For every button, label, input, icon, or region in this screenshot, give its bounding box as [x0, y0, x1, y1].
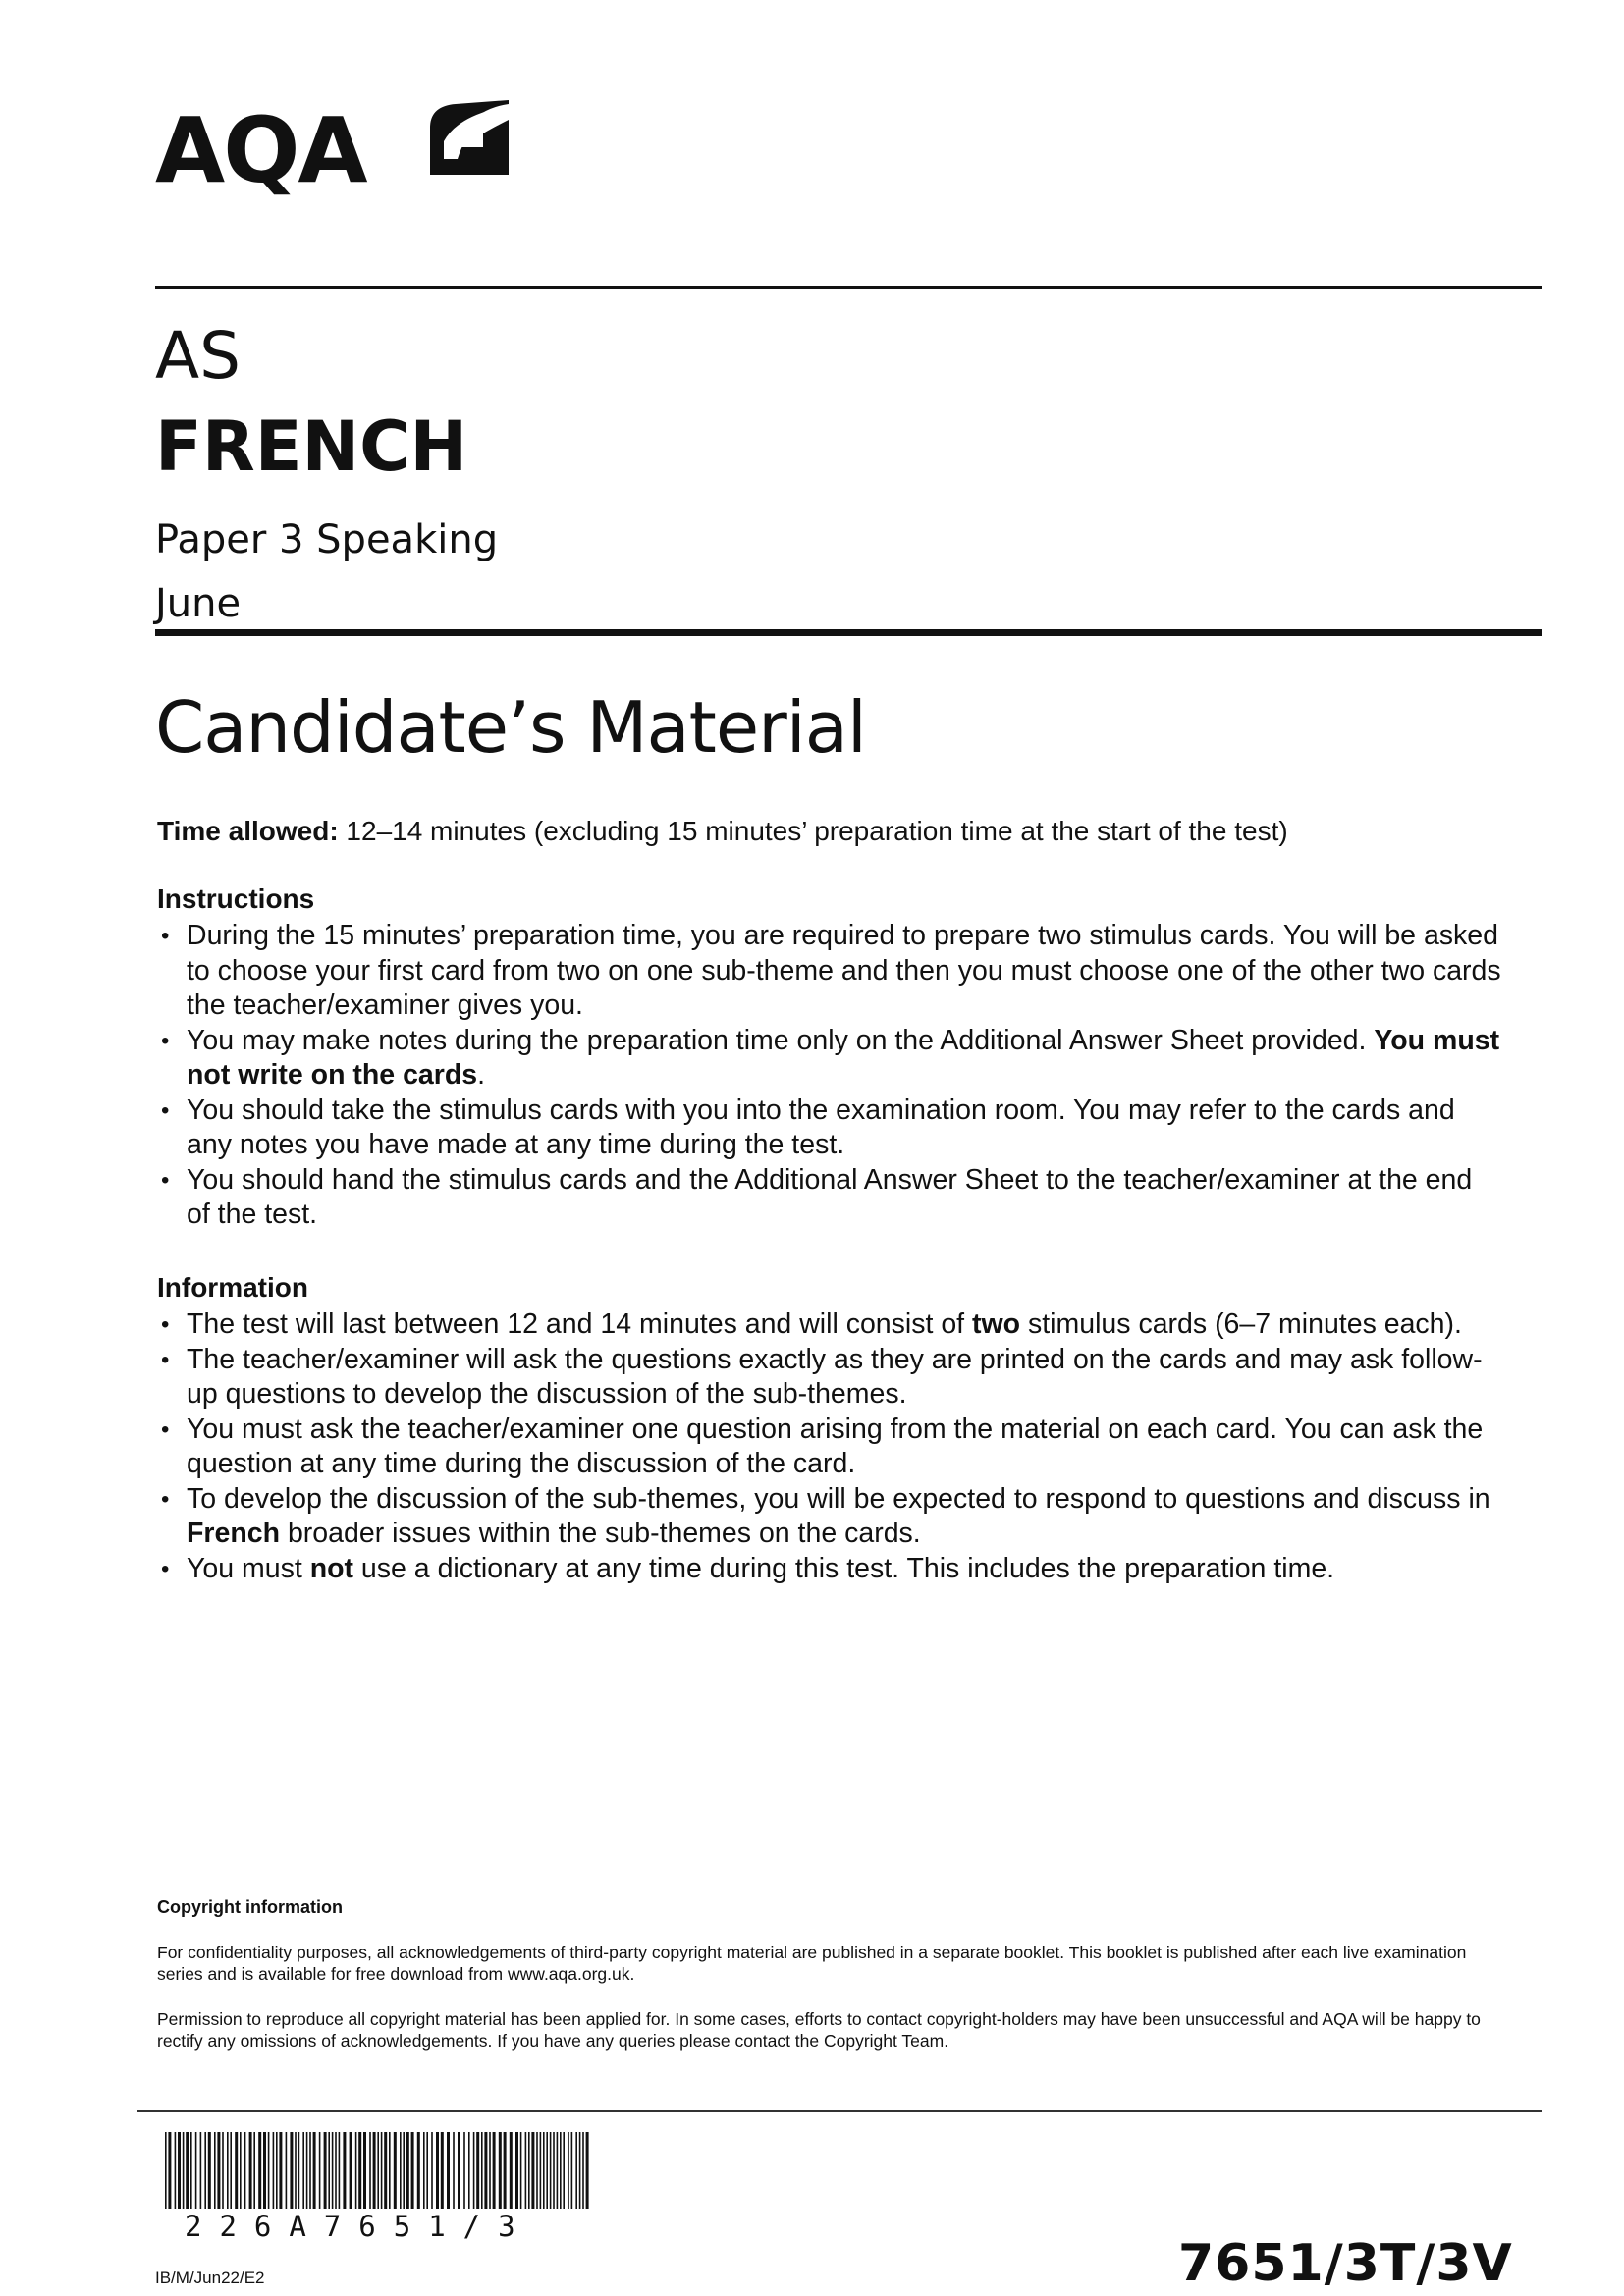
barcode-bar: [484, 2132, 487, 2209]
barcode-bar: [183, 2132, 185, 2209]
barcode-bar: [463, 2132, 465, 2209]
barcode-bar: [377, 2132, 379, 2209]
paper-name: Paper 3 Speaking: [155, 517, 499, 562]
barcode-bar: [493, 2132, 496, 2209]
barcode-bar: [540, 2132, 542, 2209]
information-item-text: You must: [187, 1552, 310, 1584]
barcode-bar: [273, 2132, 275, 2209]
barcode-bar: [339, 2132, 341, 2209]
barcode-number: 226A7651/3: [185, 2210, 533, 2243]
barcode-bar: [458, 2132, 460, 2209]
barcode-bar: [302, 2132, 304, 2209]
exam-session: June: [155, 581, 242, 626]
barcode-bar: [536, 2132, 538, 2209]
barcode-bar: [406, 2132, 409, 2209]
information-item-text: use a dictionary at any time during this test. This includes the preparation time.: [353, 1552, 1335, 1584]
instructions-item-text: You should take the stimulus cards with you into the examination room. You may refer to the cards and any notes you have made at any time during the test.: [187, 1094, 1455, 1160]
barcode-bar: [468, 2132, 470, 2209]
barcode-bar: [358, 2132, 361, 2209]
barcode-bar: [343, 2132, 346, 2209]
information-item: [157, 1482, 1502, 1552]
barcode-bar: [178, 2132, 181, 2209]
barcode-bar: [186, 2132, 189, 2209]
barcode-bar: [546, 2132, 548, 2209]
barcode-bar: [279, 2132, 282, 2209]
paper-code: 7651/3T/3V: [1178, 2234, 1513, 2293]
instructions-item: [157, 1024, 1502, 1094]
time-allowed-text: 12–14 minutes (excluding 15 minutes’ preparation time at the start of the test): [338, 816, 1288, 846]
barcode-bar: [481, 2132, 483, 2209]
barcode-bar: [389, 2132, 391, 2209]
barcode-bar: [175, 2132, 177, 2209]
barcode-bar: [426, 2132, 428, 2209]
barcode-bar: [222, 2132, 224, 2209]
barcode-bar: [290, 2132, 293, 2209]
copyright-heading: Copyright information: [157, 1897, 343, 1917]
barcode-bar: [453, 2132, 455, 2209]
barcode-bar: [235, 2132, 238, 2209]
information-item-text: stimulus cards (6–7 minutes each).: [1020, 1308, 1462, 1340]
barcode-bar: [363, 2132, 366, 2209]
footer-rule: [137, 2110, 1542, 2112]
barcode-bar: [200, 2132, 202, 2209]
barcode-bar: [276, 2132, 278, 2209]
instructions-heading: Instructions: [157, 883, 315, 914]
bullet-icon: •: [161, 923, 170, 949]
information-item: [157, 1308, 1502, 1343]
barcode-bar: [431, 2132, 433, 2209]
barcode-bar: [208, 2132, 211, 2209]
barcode-bar: [525, 2132, 527, 2209]
barcode-bar: [411, 2132, 414, 2209]
barcode-bar: [563, 2132, 565, 2209]
barcode-bar: [436, 2132, 439, 2209]
barcode-bar: [575, 2132, 577, 2209]
barcode-bar: [515, 2132, 518, 2209]
barcode-bar: [384, 2132, 387, 2209]
barcode-bar: [190, 2132, 192, 2209]
instructions-item-text: During the 15 minutes’ preparation time, you are required to prepare two stimulus cards. You will be asked to choose your first card from two on one sub-theme and then you must choose one of the other two cards the teacher/examiner gives you.: [187, 920, 1501, 1021]
barcode-bar: [550, 2132, 552, 2209]
information-item-text: The test will last between 12 and 14 minutes and will consist of: [187, 1308, 973, 1340]
copyright-paragraph-2: Permission to reproduce all copyright material has been applied for. In some cases, efforts to contact copyright-holders may have been unsuccessful and AQA will be happy to rectify any omissions of acknowledgements. If you have any queries please contact the Copyright Team.: [157, 2009, 1481, 2051]
barcode-bar: [355, 2132, 357, 2209]
instructions-item-text: You should hand the stimulus cards and the Additional Answer Sheet to the teacher/examiner at the end of the test.: [187, 1163, 1473, 1230]
barcode-bar: [553, 2132, 555, 2209]
barcode-bar: [579, 2132, 581, 2209]
information-list: [157, 1308, 1502, 1586]
barcode-bar: [204, 2132, 206, 2209]
barcode: [165, 2132, 591, 2209]
bullet-icon: •: [161, 1555, 170, 1582]
barcode-bar: [582, 2132, 584, 2209]
instructions-item-text: You may make notes during the preparation time only on the Additional Answer Sheet provided.: [187, 1024, 1375, 1056]
barcode-bar: [324, 2132, 327, 2209]
barcode-bar: [240, 2132, 242, 2209]
qualification-level: AS: [155, 318, 242, 394]
barcode-bar: [332, 2132, 334, 2209]
instructions-item: [157, 1094, 1502, 1163]
barcode-bar: [531, 2132, 534, 2209]
barcode-bar: [306, 2132, 308, 2209]
barcode-bar: [557, 2132, 559, 2209]
barcode-bar: [568, 2132, 569, 2209]
barcode-bar: [313, 2132, 316, 2209]
barcode-bar: [350, 2132, 352, 2209]
barcode-bar: [394, 2132, 397, 2209]
subject-title: FRENCH: [155, 406, 468, 487]
barcode-bar: [499, 2132, 502, 2209]
information-item-text: You must ask the teacher/examiner one question arising from the material on each card. You can ask the question at any time during the discussion of the card.: [187, 1413, 1484, 1479]
barcode-bar: [319, 2132, 321, 2209]
barcode-bar: [528, 2132, 530, 2209]
time-allowed-label: Time allowed:: [157, 816, 339, 846]
barcode-bar: [217, 2132, 220, 2209]
barcode-bar: [227, 2132, 229, 2209]
information-item-text: two: [972, 1308, 1021, 1340]
bullet-icon: •: [161, 1346, 170, 1373]
barcode-bar: [214, 2132, 216, 2209]
information-item: [157, 1413, 1502, 1482]
header-rule: [155, 286, 1542, 289]
barcode-bar: [263, 2132, 266, 2209]
barcode-bar: [244, 2132, 246, 2209]
barcode-bar: [560, 2132, 562, 2209]
barcode-bar: [504, 2132, 507, 2209]
barcode-bar: [258, 2132, 261, 2209]
bullet-icon: •: [161, 1311, 170, 1338]
information-item-text: The teacher/examiner will ask the questions exactly as they are printed on the cards and may ask follow-up questions to develop the discussion of the sub-themes.: [187, 1343, 1483, 1410]
barcode-bar: [373, 2132, 376, 2209]
time-allowed: [157, 814, 1288, 848]
document-reference: IB/M/Jun22/E2: [155, 2269, 265, 2287]
instructions-item: [157, 1163, 1502, 1233]
bullet-icon: •: [161, 1096, 170, 1124]
information-heading: Information: [157, 1272, 308, 1303]
barcode-bar: [249, 2132, 252, 2209]
barcode-bar: [335, 2132, 337, 2209]
bullet-icon: •: [161, 1415, 170, 1443]
barcode-bar: [230, 2132, 232, 2209]
barcode-bar: [441, 2132, 444, 2209]
title-rule: [155, 629, 1542, 636]
barcode-bar: [253, 2132, 255, 2209]
barcode-bar: [268, 2132, 270, 2209]
barcode-bar: [295, 2132, 297, 2209]
barcode-bar: [195, 2132, 197, 2209]
barcode-bar: [476, 2132, 479, 2209]
barcode-bar: [510, 2132, 513, 2209]
barcode-bar: [489, 2132, 491, 2209]
information-item-text: not: [309, 1552, 354, 1584]
barcode-bar: [403, 2132, 405, 2209]
barcode-bar: [369, 2132, 371, 2209]
information-item: [157, 1343, 1502, 1413]
barcode-bar: [423, 2132, 425, 2209]
barcode-bar: [586, 2132, 589, 2209]
information-item-text: French: [187, 1518, 281, 1549]
aqa-logo-text: AQA: [155, 98, 366, 203]
instructions-item-text: You must not write on the cards: [187, 1024, 1500, 1091]
information-item-text: To develop the discussion of the sub-themes, you will be expected to respond to questions and discuss in: [187, 1482, 1490, 1515]
information-item: [157, 1552, 1502, 1587]
barcode-bar: [473, 2132, 475, 2209]
barcode-bar: [543, 2132, 545, 2209]
barcode-bar: [309, 2132, 311, 2209]
bullet-icon: •: [161, 1166, 170, 1194]
aqa-logo-mark-icon: [422, 98, 513, 177]
barcode-bar: [298, 2132, 300, 2209]
barcode-bar: [328, 2132, 330, 2209]
barcode-bar: [447, 2132, 450, 2209]
barcode-bar: [168, 2132, 171, 2209]
barcode-bar: [417, 2132, 420, 2209]
barcode-bar: [400, 2132, 402, 2209]
barcode-bar: [165, 2132, 167, 2209]
barcode-bar: [571, 2132, 573, 2209]
bullet-icon: •: [161, 1485, 170, 1513]
barcode-bar: [520, 2132, 522, 2209]
document-title: Candidate’s Material: [155, 686, 866, 769]
information-item-text: broader issues within the sub-themes on the cards.: [280, 1518, 921, 1549]
barcode-bar: [381, 2132, 383, 2209]
instructions-item-text: .: [477, 1059, 486, 1091]
bullet-icon: •: [161, 1027, 170, 1054]
copyright-paragraph-1: For confidentiality purposes, all acknowledgements of third-party copyright material are published in a separate booklet. This booklet is published after each live examination series and is available for free download from www.aqa.org.uk.: [157, 1943, 1467, 1984]
instructions-list: [157, 919, 1502, 1233]
instructions-item: [157, 919, 1502, 1024]
barcode-bar: [286, 2132, 288, 2209]
